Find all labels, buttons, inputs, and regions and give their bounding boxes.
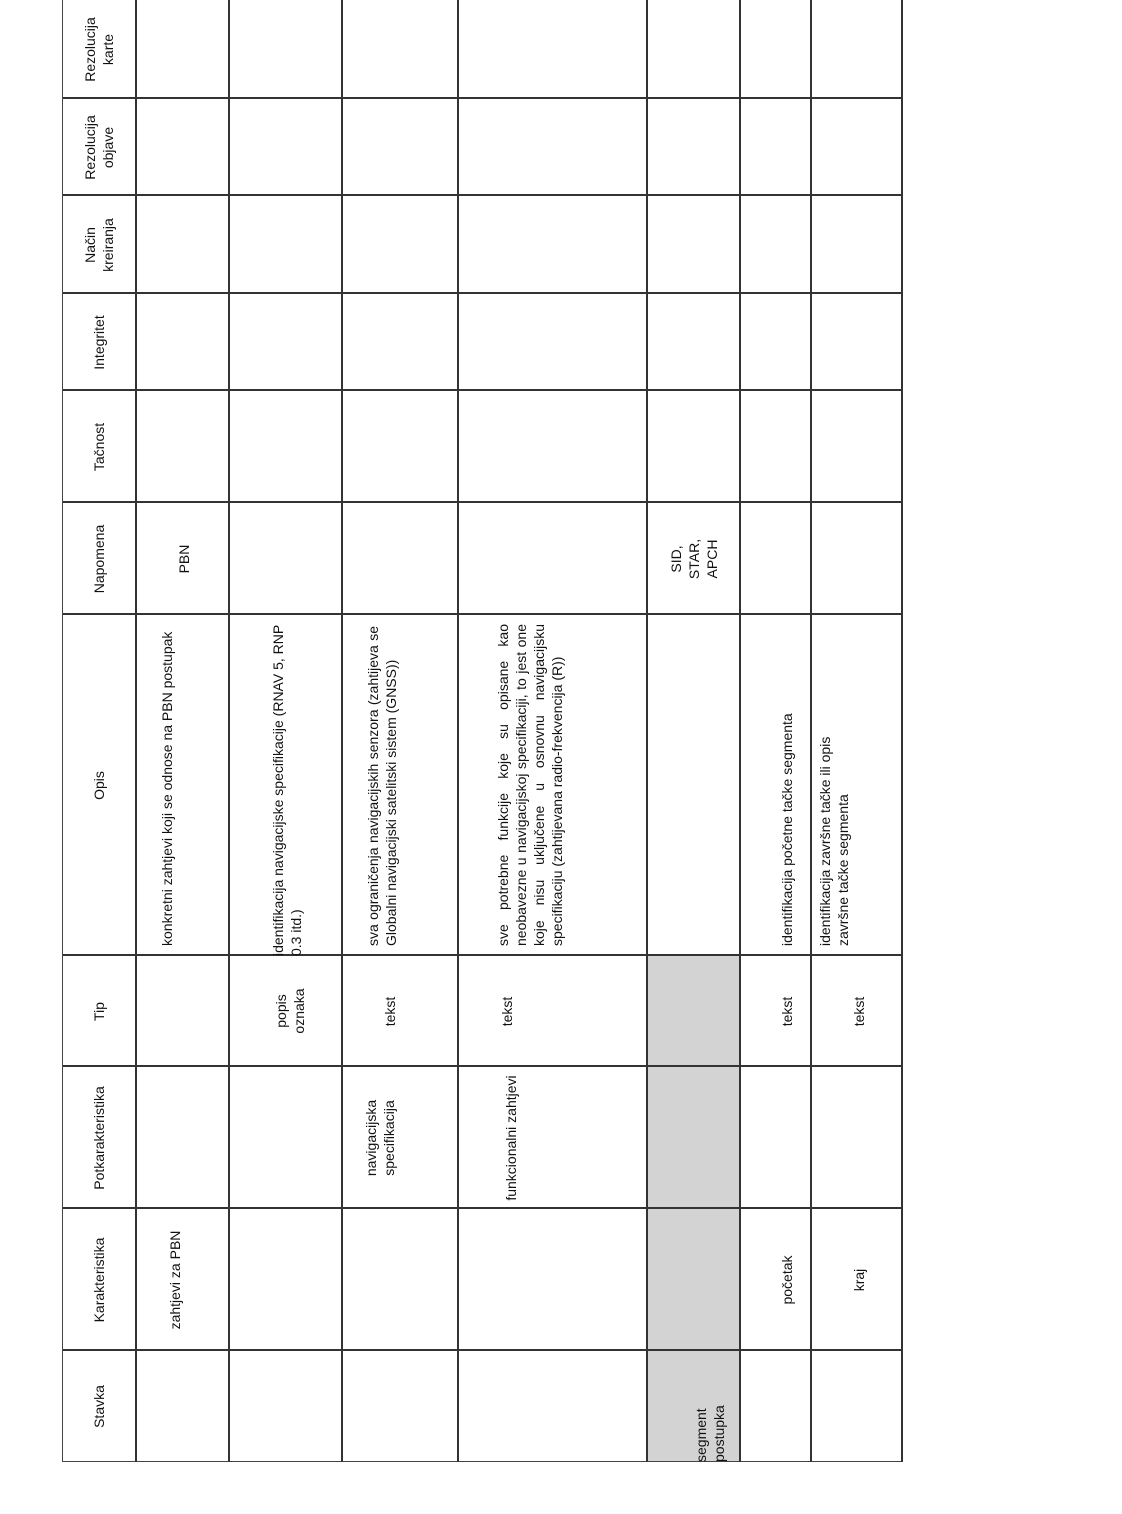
header-integritet: Integritet <box>90 315 107 370</box>
row1-napomena: PBN <box>176 544 192 574</box>
header-karakteristika: Karakteristika <box>90 1237 107 1323</box>
col-border <box>62 1207 903 1209</box>
row6-karakteristika: početak <box>779 1255 795 1305</box>
col-border <box>62 1461 903 1462</box>
header-tacnost: Tačnost <box>90 422 107 472</box>
row1-karakteristika: zahtjevi za PBN <box>167 1230 183 1330</box>
row4-opis: sve potrebne funkcije koje su opisane kao neobavezne u navigacijskoj specifikaciji, to jest one koje nisu uključene u osnovnu navigacijsku specifikaciju (zahtijevana radio-frekvencija (R)) <box>495 624 565 946</box>
row7-opis: identifikacija završne tačke ili opis završne tačke segmenta <box>817 736 851 946</box>
col-border <box>62 1349 903 1351</box>
row2-opis: identifikacija navigacijske specifikacije (RNAV 5, RNP 0.3 itd.) <box>270 625 304 956</box>
row3-potkarakteristika: navigacijska specifikacija <box>363 1099 397 1177</box>
row-border <box>457 0 459 1462</box>
header-napomena: Napomena <box>90 524 107 594</box>
row-border <box>810 0 812 1462</box>
col-border <box>62 97 903 99</box>
row5-napomena: SID, STAR, APCH <box>668 538 720 580</box>
col-border <box>62 194 903 196</box>
row1-opis: konkretni zahtjevi koji se odnose na PBN postupak <box>159 631 175 946</box>
row-border <box>646 0 648 1462</box>
row-border <box>901 0 903 1462</box>
header-nacin-kreiranja: Način kreiranja <box>81 218 116 272</box>
row-border <box>739 0 741 1462</box>
row-border <box>228 0 230 1462</box>
row7-karakteristika: kraj <box>851 1268 867 1292</box>
segment-row-shade-mid <box>646 956 739 1351</box>
row-border <box>135 0 137 1462</box>
rotated-table <box>62 0 903 1462</box>
col-border <box>62 1065 903 1067</box>
row3-tip: tekst <box>382 996 398 1027</box>
row5-stavka: segment postupka <box>693 1405 727 1462</box>
row6-tip: tekst <box>779 996 795 1027</box>
col-border <box>62 954 903 956</box>
header-rezolucija-karte: Rezolucija karte <box>81 17 116 82</box>
header-opis: Opis <box>90 771 107 800</box>
row3-opis: sva ograničenja navigacijskih senzora (zahtijeva se Globalni navigacijski satelitski sistem (GNSS)) <box>365 626 399 946</box>
row6-opis: identifikacija početne tačke segmenta <box>779 713 795 946</box>
header-rezolucija-objave: Rezolucija objave <box>81 115 116 180</box>
row2-tip: popis oznaka <box>273 988 307 1034</box>
row4-tip: tekst <box>499 996 515 1027</box>
col-border <box>62 292 903 294</box>
row7-tip: tekst <box>851 996 867 1027</box>
header-potkarakteristika: Potkarakteristika <box>90 1086 107 1190</box>
row-border <box>341 0 343 1462</box>
col-border <box>62 389 903 391</box>
row4-potkarakteristika: funkcionalni zahtjevi <box>503 1075 519 1201</box>
header-stavka: Stavka <box>90 1385 107 1428</box>
header-tip: Tip <box>90 1002 107 1021</box>
